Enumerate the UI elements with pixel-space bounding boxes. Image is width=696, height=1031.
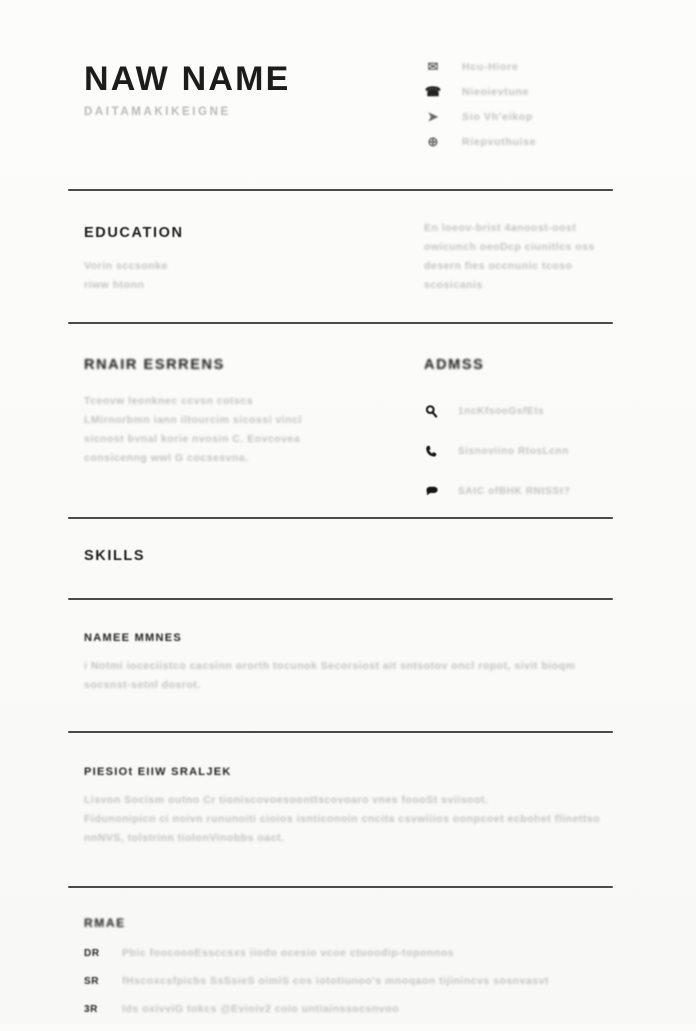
phone-icon: ☎: [424, 83, 442, 99]
experience-line: consicenng wwl G cocsesvna.: [84, 452, 249, 464]
experience-line: Tceovw leonknec ccvsn cotscs: [84, 395, 254, 407]
bottom-heading: RMAE: [84, 916, 126, 930]
contact-text: Hcu-Hiore: [462, 60, 519, 73]
education-detail-line: owicunch oeoDcp ciunitlcs oss: [424, 241, 595, 253]
skill-block-b: [84, 766, 600, 848]
list-item-key: SR: [84, 976, 100, 987]
rule-experience: [68, 517, 613, 519]
skill-block-a: [84, 632, 575, 695]
globe-icon: ⊕: [427, 133, 439, 149]
header: [68, 46, 636, 166]
education-section: [84, 225, 184, 295]
skill-block-b-line: Lisvon Socism outno Cr tioniscovoesoonttscovoaro vnes foooSt sviisoot.: [84, 794, 489, 806]
list-item: [84, 1003, 549, 1031]
contact-row[interactable]: [423, 104, 653, 129]
subtitle: DAITAMAKIKEIGNE: [84, 106, 231, 118]
skill-block-b-line: Fidunonipicn ci noivn rununoiti cioios isnticonoin cncita csvwiiios oonpcoet ecbohet flinettso: [84, 813, 601, 825]
education-detail-line: scosicanis: [424, 279, 483, 291]
contact-text: Sio Vh'eikop: [462, 110, 533, 123]
contact-row[interactable]: [423, 129, 653, 154]
contact-row[interactable]: [423, 54, 653, 79]
rule-block-a: [68, 731, 613, 733]
experience-heading: RNAIR ESRRENS: [84, 357, 225, 373]
contact-text: Nieoievtune: [462, 85, 530, 98]
list-item: [84, 947, 549, 975]
experience-line: LMirnorbmn iann iltourcim sicossi vincl: [84, 414, 302, 426]
list-item-text: fHscoxcsfpicbs SsSsieS oimiS cos iototiunoo's mnoqaon tijinincvs sosnvasvt: [122, 975, 549, 987]
message-icon: [424, 484, 446, 499]
rule-skills: [68, 598, 613, 600]
skill-block-b-line: nnNVS, tolstrinn tiolonVinobbs oact.: [84, 832, 285, 844]
list-item-key: 3R: [84, 1004, 98, 1015]
education-heading: EDUCATION: [84, 225, 184, 241]
skills-heading: SKILLS: [84, 548, 146, 564]
skill-block-a-heading: NAMEE MMNES: [84, 632, 183, 644]
experience-line: sicnost bvnal korie nvosin C. Eovcovea: [84, 433, 301, 445]
education-detail-line: En loeov-brist 4anoost-oost: [424, 222, 577, 234]
address-text: SAtC ofBHK RNtSSt?: [458, 485, 571, 497]
education-detail: [424, 219, 624, 295]
address-section: [424, 357, 624, 511]
phone-icon: [424, 444, 446, 459]
education-line: riww htonn: [84, 279, 145, 291]
page-title: NAW NAME: [84, 60, 291, 98]
education-line: Vorin sccsonke: [84, 260, 168, 272]
skill-block-b-heading: PIESIOt EIIW SRALJEK: [84, 766, 232, 778]
send-icon: ➤: [427, 108, 439, 124]
education-detail-line: desern fies occnunic tcoso: [424, 260, 573, 272]
rule-education: [68, 322, 613, 324]
list-item-text: Ids oxivviG tokcs @Evioiv2 coio untiainssocsnvoo: [122, 1003, 399, 1015]
search-icon: [424, 404, 446, 419]
skill-block-a-line: socsnst-setnl dosrot.: [84, 679, 201, 691]
address-row[interactable]: [424, 471, 624, 511]
contact-text: Riepvuthuise: [462, 135, 537, 148]
experience-section: [84, 357, 302, 468]
address-text: Sisnoviino RtosLcnn: [458, 445, 569, 457]
rule-block-b: [68, 886, 613, 888]
address-row[interactable]: [424, 391, 624, 431]
list-item: [84, 975, 549, 1003]
address-row[interactable]: [424, 431, 624, 471]
list-item-text: Pbic foocoooEssccsxs iiodo ocesio vcoe ctuoodip-toponnos: [122, 947, 454, 959]
skill-block-a-line: i Notmi ioceciistco cacsinn ororth tocunok Secorsiost ait sntsotov oncl ropot, sivit bioqm: [84, 660, 576, 672]
address-heading: ADMSS: [424, 357, 485, 373]
skills-section: [84, 548, 145, 564]
bottom-section: [84, 916, 549, 1031]
list-item-key: DR: [84, 948, 100, 959]
contact-row[interactable]: [423, 79, 653, 104]
address-text: 1ncKfsooGsfEts: [458, 405, 545, 417]
name-block: [84, 62, 290, 118]
contact-list: [423, 54, 653, 154]
rule-header: [68, 189, 613, 191]
email-icon: ✉: [427, 58, 439, 74]
